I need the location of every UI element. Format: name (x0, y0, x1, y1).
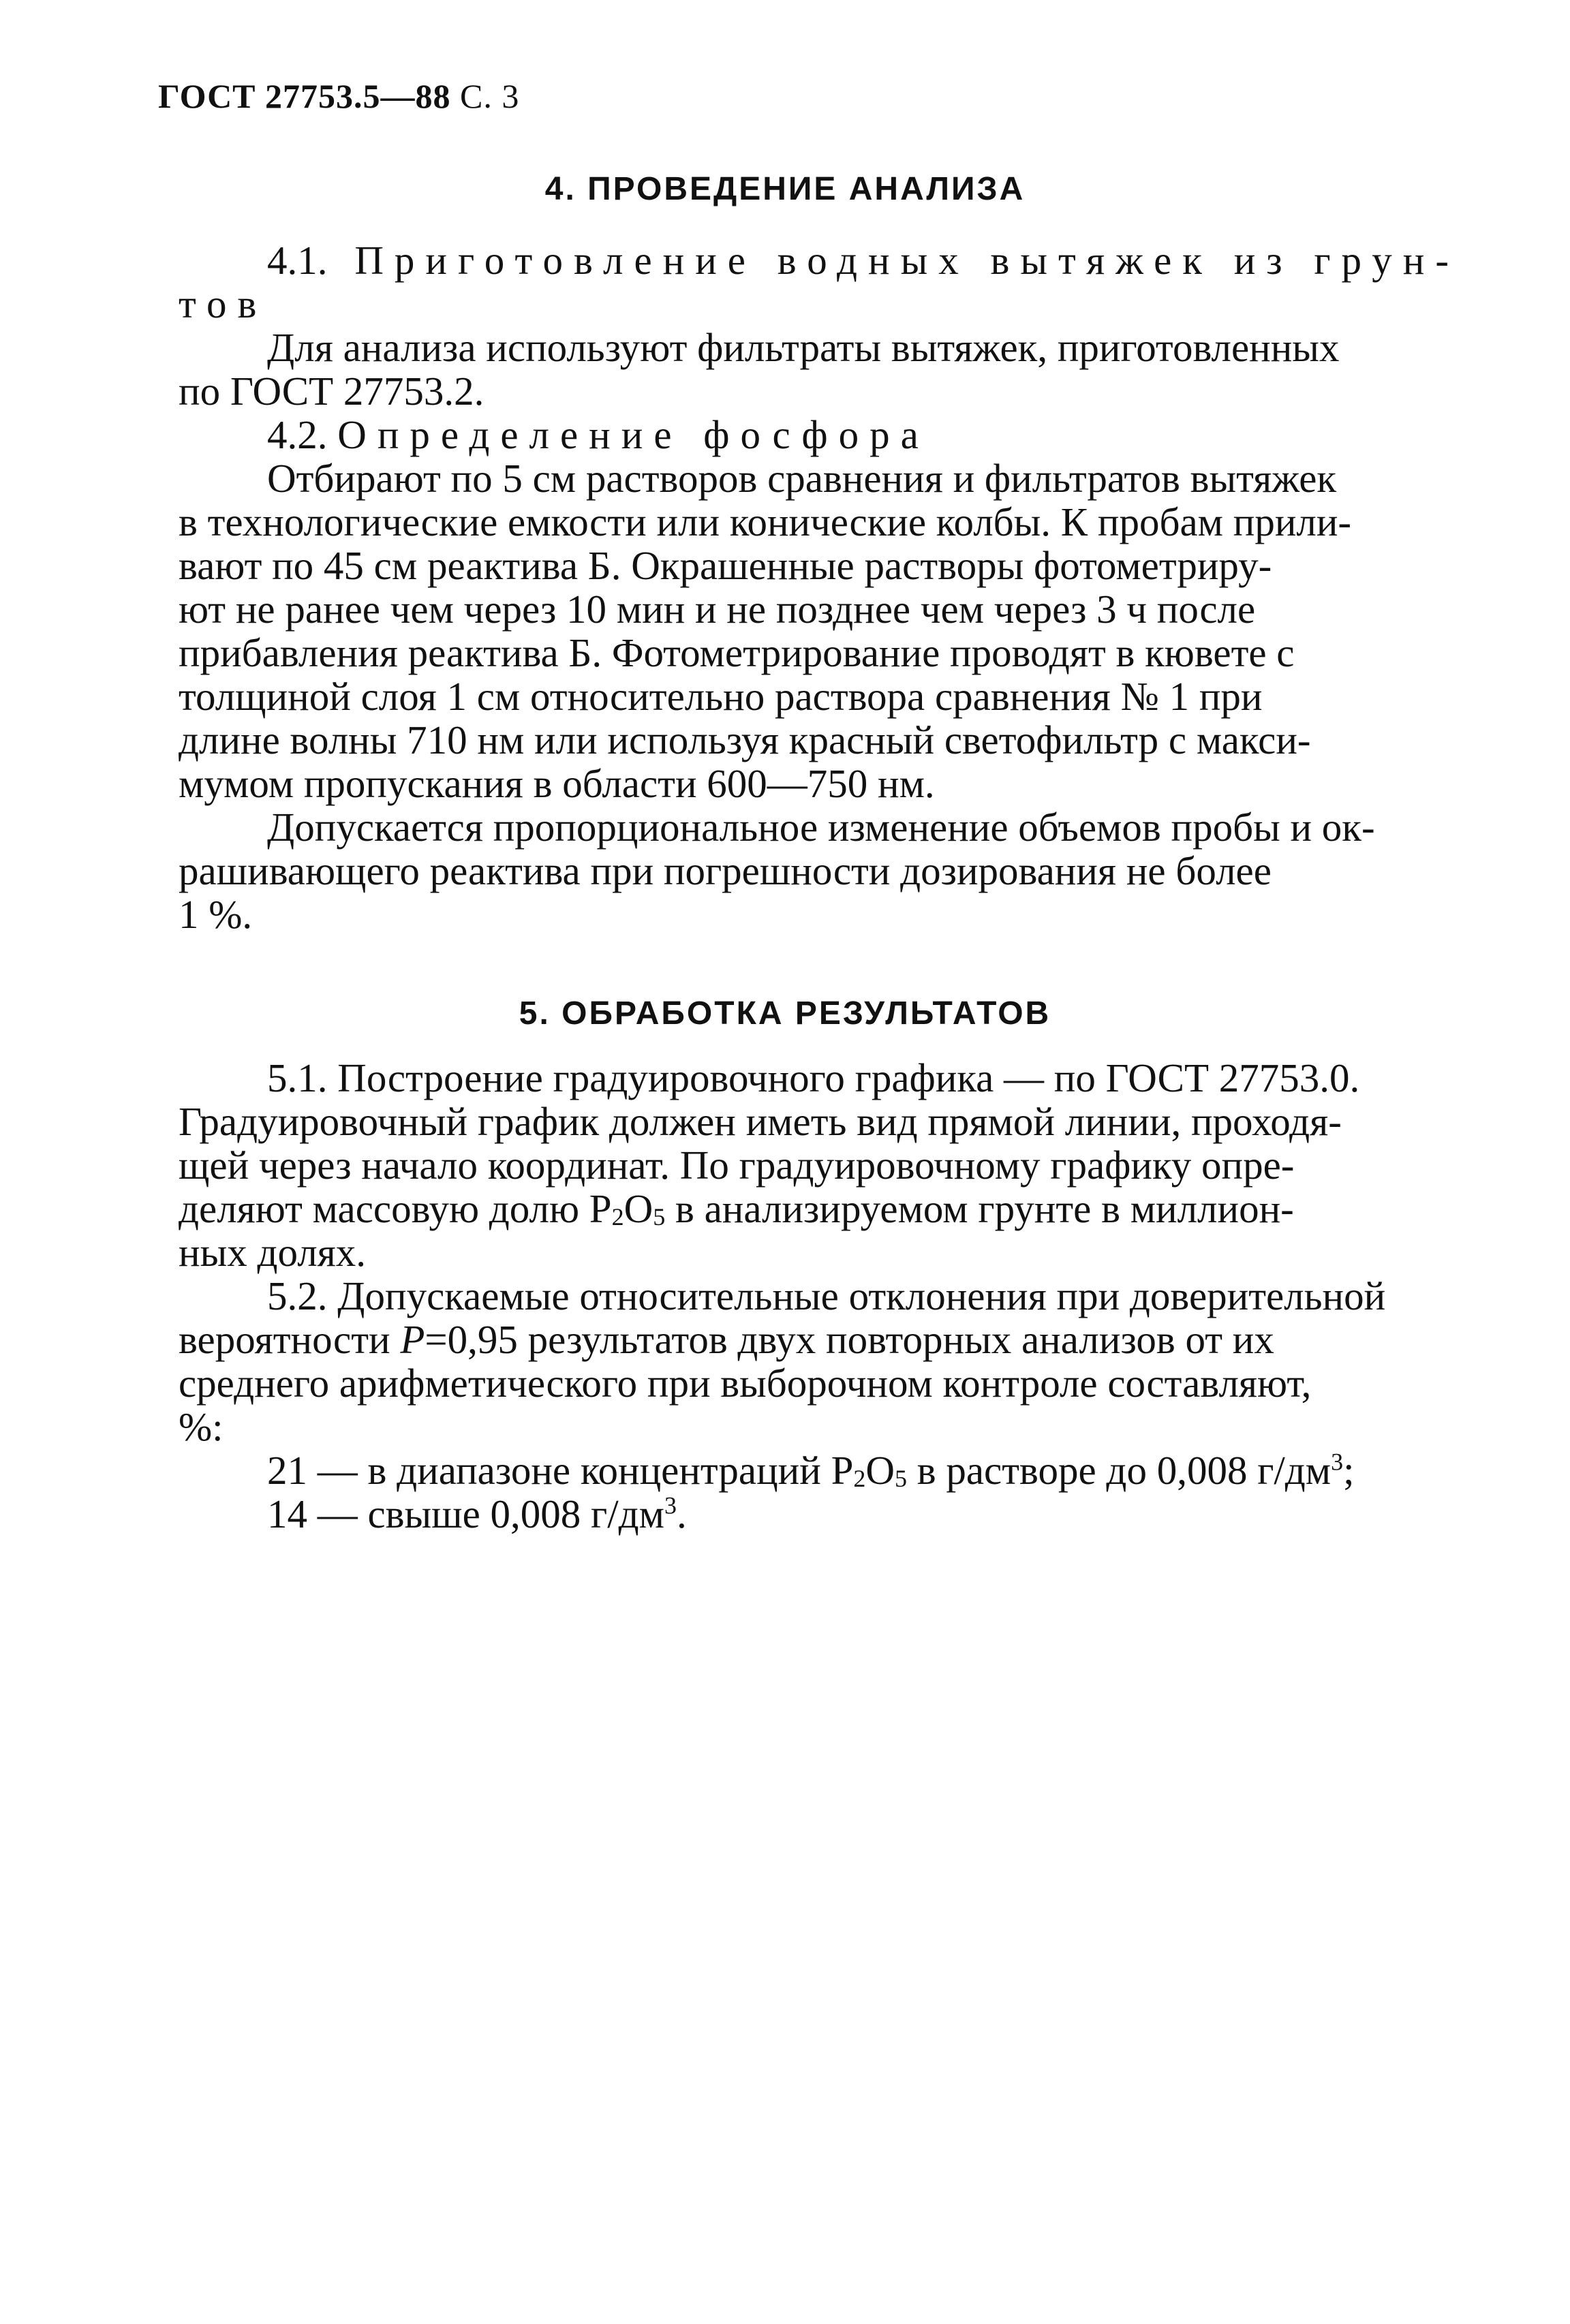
clause-5-2-line-3: среднего арифметического при выборочном контроле составляют, (179, 1361, 1312, 1406)
clause-4-1-line-2: по ГОСТ 27753.2. (179, 369, 484, 414)
clause-4-2-line-2: в технологические емкости или конические колбы. К пробам прили- (179, 499, 1352, 544)
clause-5-2-line-2: вероятности P=0,95 результатов двух повторных анализов от их (179, 1317, 1274, 1362)
clause-4-2-line-7: длине волны 710 нм или используя красный светофильтр с макси- (179, 717, 1311, 762)
page-number: С. 3 (460, 77, 520, 115)
clause-4-2-line-3: вают по 45 см реактива Б. Окрашенные растворы фотометриру- (179, 543, 1272, 588)
document-number: ГОСТ 27753.5—88 (158, 77, 451, 115)
section-4-heading: 4. ПРОВЕДЕНИЕ АНАЛИЗА (544, 171, 1026, 207)
clause-5-1-line-1: 5.1. Построение градуировочного графика — по ГОСТ 27753.0. (267, 1055, 1360, 1100)
clause-5-1-line-5: ных долях. (179, 1230, 367, 1275)
clause-4-1-line-1: Для анализа используют фильтраты вытяжек, приготовленных (267, 325, 1340, 370)
clause-5-2-range-2: 14 — свыше 0,008 $г/дм^3$. (267, 1491, 687, 1536)
clause-4-2-line-5: прибавления реактива Б. Фотометрирование проводят в кювете с (179, 630, 1295, 675)
clause-5-1-line-2: Градуировочный график должен иметь вид прямой линии, проходя- (179, 1099, 1342, 1144)
clause-4-2-number: 4.2. (267, 412, 328, 457)
clause-4-2-note-line-1: Допускается пропорциональное изменение объемов пробы и ок- (267, 805, 1375, 850)
clause-4-1-title (179, 238, 1460, 282)
section-4-body (179, 238, 1460, 936)
section-5-body (179, 1056, 1460, 1536)
clause-4-2-note-line-2: рашивающего реактива при погрешности дозирования не более (179, 848, 1272, 893)
clause-4-2-note-line-3: 1 %. (179, 892, 253, 937)
clause-5-1-line-3: щей через начало координат. По градуировочному графику опре- (179, 1143, 1295, 1188)
clause-5-2-line-1: 5.2. Допускаемые относительные отклонения при доверительной (267, 1273, 1386, 1318)
page-header (158, 76, 519, 116)
clause-4-1-number: 4.1. (267, 238, 328, 283)
section-5-heading: 5. ОБРАБОТКА РЕЗУЛЬТАТОВ (519, 995, 1051, 1032)
clause-5-1-line-4: деляют массовую долю $P_2O_5$ в анализируемом грунте в миллион- (179, 1186, 1294, 1231)
clause-4-2-line-8: мумом пропускания в области 600—750 нм. (179, 761, 935, 806)
clause-5-2-range-1: 21 — в диапазоне концентраций $P_2O_5$ в растворе до 0,008 $г/дм^3$; (267, 1448, 1355, 1493)
clause-4-1-title-cont: тов (179, 281, 268, 326)
clause-4-2-line-4: ют не ранее чем через 10 мин и не позднее чем через 3 ч после (179, 587, 1256, 632)
clause-4-2-title (179, 413, 1460, 456)
clause-4-2-line-6: толщиной слоя 1 см относительно раствора сравнения № 1 при (179, 674, 1263, 719)
clause-4-2-line-1: Отбирают по 5 см растворов сравнения и фильтратов вытяжек (267, 456, 1337, 501)
clause-5-2-line-4: %: (179, 1404, 224, 1449)
clause-4-1-title-text: Приготовление водных вытяжек из грун- (354, 238, 1460, 283)
clause-4-2-title-text: Определение фосфора (337, 412, 929, 457)
